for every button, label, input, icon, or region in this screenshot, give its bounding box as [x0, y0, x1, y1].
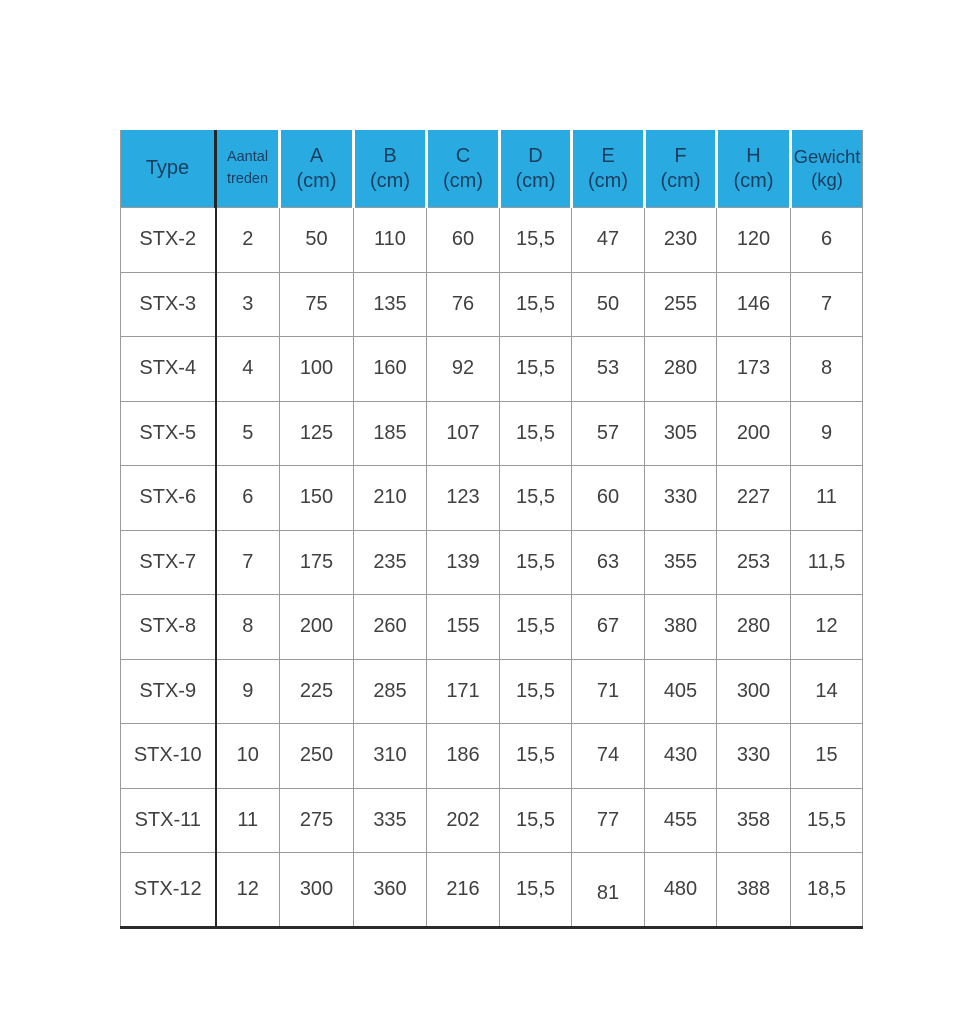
cell-value: 480 — [645, 853, 717, 928]
cell-type: STX-9 — [121, 659, 216, 724]
header-cell-type — [121, 130, 216, 208]
cell-value: 15,5 — [791, 788, 863, 853]
header-unit: (cm) — [443, 169, 483, 192]
header-cell-e — [572, 130, 645, 208]
cell-value: 10 — [216, 724, 280, 789]
cell-value: 260 — [354, 595, 427, 660]
cell-value: 15,5 — [500, 853, 572, 928]
cell-value: 9 — [216, 659, 280, 724]
cell-value: 4 — [216, 337, 280, 402]
header-unit: (kg) — [811, 168, 843, 190]
cell-value: 15,5 — [500, 272, 572, 337]
table-body — [121, 208, 863, 928]
cell-value: 15,5 — [500, 337, 572, 402]
cell-value: 455 — [645, 788, 717, 853]
spec-table — [120, 130, 863, 929]
cell-value: 15,5 — [500, 659, 572, 724]
header-label: Aantal — [226, 149, 269, 166]
cell-value: 275 — [280, 788, 354, 853]
cell-value: 11 — [216, 788, 280, 853]
cell-value: 280 — [717, 595, 791, 660]
cell-type: STX-12 — [121, 853, 216, 928]
table-row — [121, 853, 863, 928]
cell-value: 155 — [427, 595, 500, 660]
cell-value: 15,5 — [500, 466, 572, 531]
cell-value: 76 — [427, 272, 500, 337]
header-unit: (cm) — [296, 169, 337, 192]
cell-value: 12 — [216, 853, 280, 928]
cell-value: 75 — [280, 272, 354, 337]
cell-value: 135 — [354, 272, 427, 337]
cell-value: 50 — [572, 272, 645, 337]
cell-value: 6 — [791, 208, 863, 273]
cell-value: 15,5 — [500, 530, 572, 595]
cell-value: 202 — [427, 788, 500, 853]
cell-value: 430 — [645, 724, 717, 789]
cell-value: 305 — [645, 401, 717, 466]
table-row — [121, 466, 863, 531]
cell-value: 185 — [354, 401, 427, 466]
cell-type: STX-6 — [121, 466, 216, 531]
cell-value: 6 — [216, 466, 280, 531]
cell-value: 146 — [717, 272, 791, 337]
cell-type: STX-10 — [121, 724, 216, 789]
cell-type: STX-11 — [121, 788, 216, 853]
cell-value: 380 — [645, 595, 717, 660]
cell-value: 3 — [216, 272, 280, 337]
header-cell-h — [717, 130, 791, 208]
header-cell-f — [645, 130, 717, 208]
cell-value: 60 — [572, 466, 645, 531]
cell-value: 139 — [427, 530, 500, 595]
cell-value: 2 — [216, 208, 280, 273]
cell-value: 123 — [427, 466, 500, 531]
cell-value: 255 — [645, 272, 717, 337]
cell-value: 67 — [572, 595, 645, 660]
cell-value: 8 — [216, 595, 280, 660]
header-unit: (cm) — [588, 169, 628, 192]
cell-type: STX-3 — [121, 272, 216, 337]
cell-value: 47 — [572, 208, 645, 273]
cell-value: 12 — [791, 595, 863, 660]
cell-value: 100 — [280, 337, 354, 402]
cell-type: STX-5 — [121, 401, 216, 466]
header-label: D — [528, 145, 543, 168]
header-label: E — [601, 145, 615, 168]
cell-value: 50 — [280, 208, 354, 273]
cell-value: 5 — [216, 401, 280, 466]
cell-value: 355 — [645, 530, 717, 595]
cell-value: 330 — [645, 466, 717, 531]
table-row — [121, 595, 863, 660]
header-label: Type — [145, 157, 190, 180]
header-cell-d — [500, 130, 572, 208]
header-label: Gewicht — [793, 145, 861, 167]
table-row — [121, 272, 863, 337]
cell-value: 300 — [280, 853, 354, 928]
header-cell-gewicht — [791, 130, 863, 208]
cell-value: 15,5 — [500, 724, 572, 789]
cell-value: 230 — [645, 208, 717, 273]
cell-value: 285 — [354, 659, 427, 724]
cell-value: 57 — [572, 401, 645, 466]
cell-value: 7 — [216, 530, 280, 595]
header-label: B — [383, 145, 397, 168]
cell-value: 200 — [717, 401, 791, 466]
cell-value: 14 — [791, 659, 863, 724]
header-cell-b — [354, 130, 427, 208]
cell-value: 227 — [717, 466, 791, 531]
cell-value: 235 — [354, 530, 427, 595]
cell-value: 280 — [645, 337, 717, 402]
cell-type: STX-7 — [121, 530, 216, 595]
cell-value: 107 — [427, 401, 500, 466]
table-row — [121, 337, 863, 402]
cell-value: 186 — [427, 724, 500, 789]
table-row — [121, 724, 863, 789]
cell-value: 253 — [717, 530, 791, 595]
header-cell-c — [427, 130, 500, 208]
cell-value: 335 — [354, 788, 427, 853]
header-label: C — [455, 145, 471, 168]
cell-value: 7 — [791, 272, 863, 337]
header-label: H — [746, 145, 761, 168]
cell-value: 15,5 — [500, 208, 572, 273]
cell-value: 18,5 — [791, 853, 863, 928]
cell-value: 15,5 — [500, 595, 572, 660]
cell-value: 358 — [717, 788, 791, 853]
cell-value: 173 — [717, 337, 791, 402]
cell-value: 388 — [717, 853, 791, 928]
cell-value: 77 — [572, 788, 645, 853]
cell-value: 92 — [427, 337, 500, 402]
cell-value: 8 — [791, 337, 863, 402]
header-label: F — [674, 145, 687, 168]
table-row — [121, 530, 863, 595]
table-row — [121, 659, 863, 724]
cell-value: 225 — [280, 659, 354, 724]
table-header — [121, 130, 863, 208]
cell-value: 216 — [427, 853, 500, 928]
cell-value: 250 — [280, 724, 354, 789]
header-unit: (cm) — [660, 169, 701, 192]
cell-value: 53 — [572, 337, 645, 402]
cell-value: 110 — [354, 208, 427, 273]
cell-value: 11 — [791, 466, 863, 531]
header-cell-a — [280, 130, 354, 208]
header-unit: (cm) — [370, 169, 410, 192]
header-unit: (cm) — [733, 169, 774, 192]
cell-value: 15,5 — [500, 788, 572, 853]
cell-value: 405 — [645, 659, 717, 724]
cell-value: 15,5 — [500, 401, 572, 466]
header-row — [121, 130, 863, 208]
cell-value: 171 — [427, 659, 500, 724]
header-label: A — [309, 145, 324, 168]
cell-value: 11,5 — [791, 530, 863, 595]
cell-type: STX-2 — [121, 208, 216, 273]
cell-value: 310 — [354, 724, 427, 789]
cell-value: 300 — [717, 659, 791, 724]
cell-value: 160 — [354, 337, 427, 402]
cell-value: 175 — [280, 530, 354, 595]
cell-value: 15 — [791, 724, 863, 789]
header-unit: treden — [226, 170, 269, 187]
cell-value: 210 — [354, 466, 427, 531]
header-unit: (cm) — [515, 169, 556, 192]
cell-value: 330 — [717, 724, 791, 789]
cell-value: 60 — [427, 208, 500, 273]
table-row — [121, 788, 863, 853]
table-row — [121, 401, 863, 466]
cell-value: 71 — [572, 659, 645, 724]
cell-type: STX-8 — [121, 595, 216, 660]
cell-value: 120 — [717, 208, 791, 273]
cell-value: 74 — [572, 724, 645, 789]
cell-type: STX-4 — [121, 337, 216, 402]
cell-value: 63 — [572, 530, 645, 595]
cell-value: 81 — [572, 853, 645, 928]
cell-value: 360 — [354, 853, 427, 928]
cell-value: 200 — [280, 595, 354, 660]
cell-value: 150 — [280, 466, 354, 531]
cell-value: 125 — [280, 401, 354, 466]
cell-value: 9 — [791, 401, 863, 466]
table-row — [121, 208, 863, 273]
header-cell-aantal — [216, 130, 280, 208]
